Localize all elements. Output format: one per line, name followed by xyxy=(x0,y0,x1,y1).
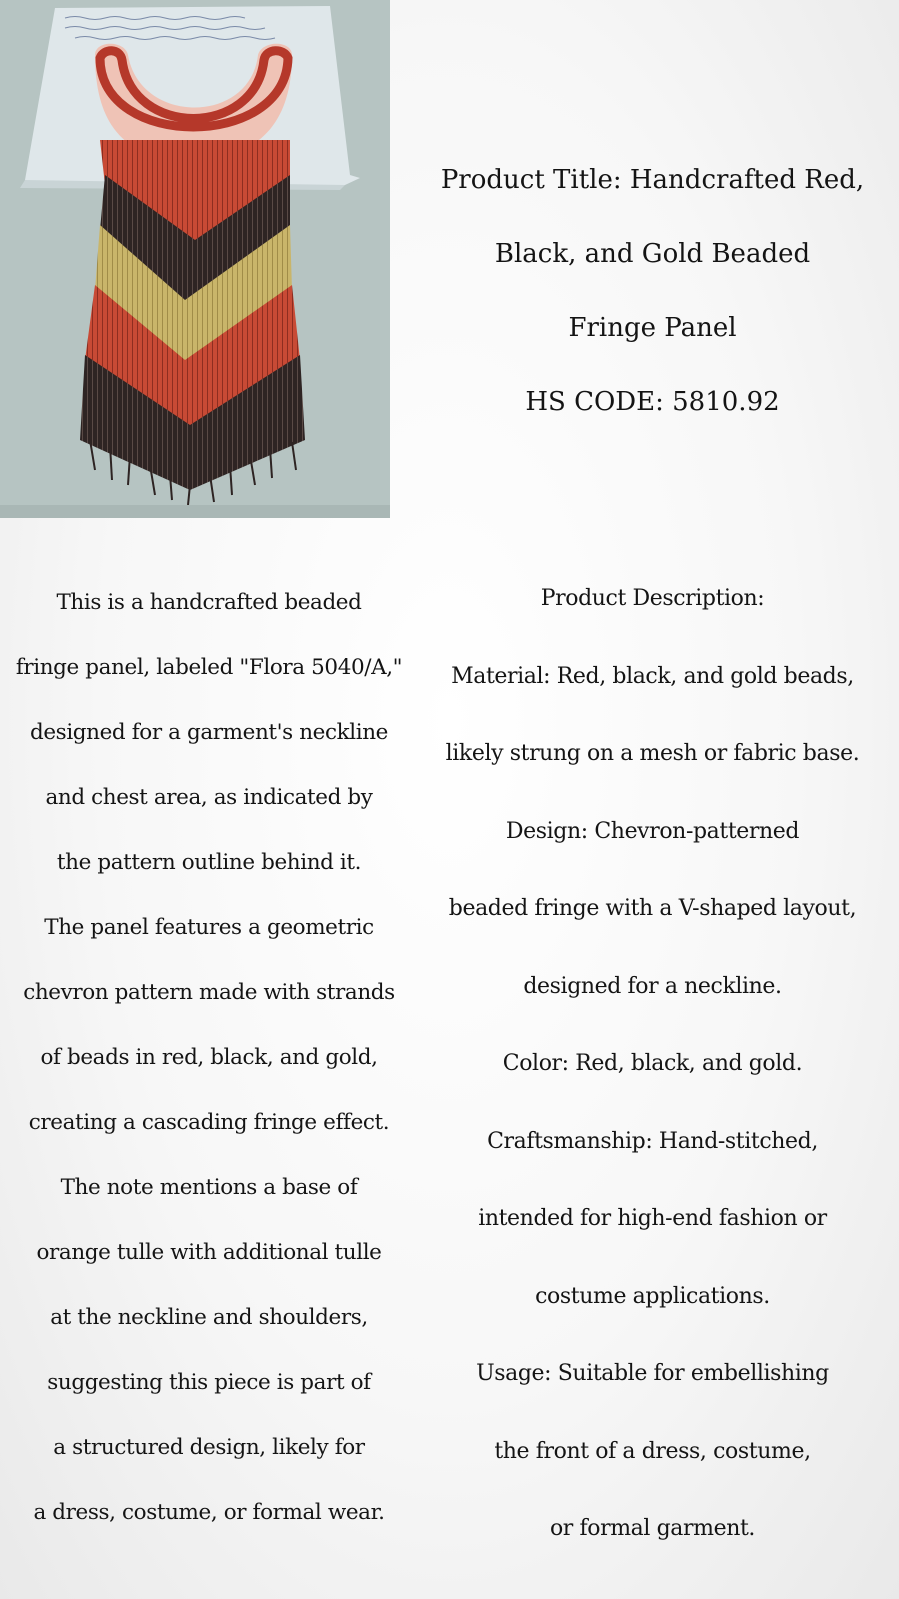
description-line: costume applications. xyxy=(535,1283,770,1309)
product-title-line: Fringe Panel xyxy=(568,313,737,343)
summary-line: a structured design, likely for xyxy=(53,1435,365,1460)
summary-line: a dress, costume, or formal wear. xyxy=(33,1500,385,1525)
description-line: Design: Chevron-patterned xyxy=(505,818,800,844)
summary-line: at the neckline and shoulders, xyxy=(50,1305,368,1330)
description-heading: Product Description: xyxy=(540,586,765,611)
summary-line: the pattern outline behind it. xyxy=(56,850,362,875)
description-line: Color: Red, black, and gold. xyxy=(502,1051,803,1076)
summary-line: orange tulle with additional tulle xyxy=(36,1240,382,1265)
product-summary xyxy=(0,570,418,1545)
summary-line: suggesting this piece is part of xyxy=(47,1370,371,1395)
description-line: Material: Red, black, and gold beads, xyxy=(451,663,854,689)
beaded-fringe-panel-image xyxy=(0,0,390,518)
summary-line: chevron pattern made with strands xyxy=(23,980,395,1005)
summary-line: designed for a garment's neckline xyxy=(30,720,388,745)
summary-line: of beads in red, black, and gold, xyxy=(40,1045,378,1070)
summary-line: creating a cascading fringe effect. xyxy=(28,1110,390,1135)
description-line: or formal garment. xyxy=(549,1516,756,1541)
product-title-block xyxy=(425,150,880,446)
summary-line: fringe panel, labeled "Flora 5040/A," xyxy=(15,655,403,680)
product-photo xyxy=(0,0,390,518)
summary-line: and chest area, as indicated by xyxy=(45,785,373,810)
description-line: the front of a dress, costume, xyxy=(494,1438,811,1464)
description-line: likely strung on a mesh or fabric base. xyxy=(445,741,860,766)
description-line: Usage: Suitable for embellishing xyxy=(476,1361,829,1386)
product-title-line: Product Title: Handcrafted Red, xyxy=(440,165,865,195)
hs-code: HS CODE: 5810.92 xyxy=(525,387,780,417)
description-line: Craftsmanship: Hand-stitched, xyxy=(487,1128,818,1154)
description-line: designed for a neckline. xyxy=(523,973,782,999)
description-line: beaded fringe with a V-shaped layout, xyxy=(448,896,857,921)
summary-line: This is a handcrafted beaded xyxy=(56,590,362,615)
product-title-line: Black, and Gold Beaded xyxy=(494,239,811,269)
summary-line: The panel features a geometric xyxy=(44,915,374,940)
summary-line: The note mentions a base of xyxy=(60,1175,358,1200)
description-line: intended for high-end fashion or xyxy=(478,1206,827,1231)
product-description xyxy=(420,560,885,1568)
